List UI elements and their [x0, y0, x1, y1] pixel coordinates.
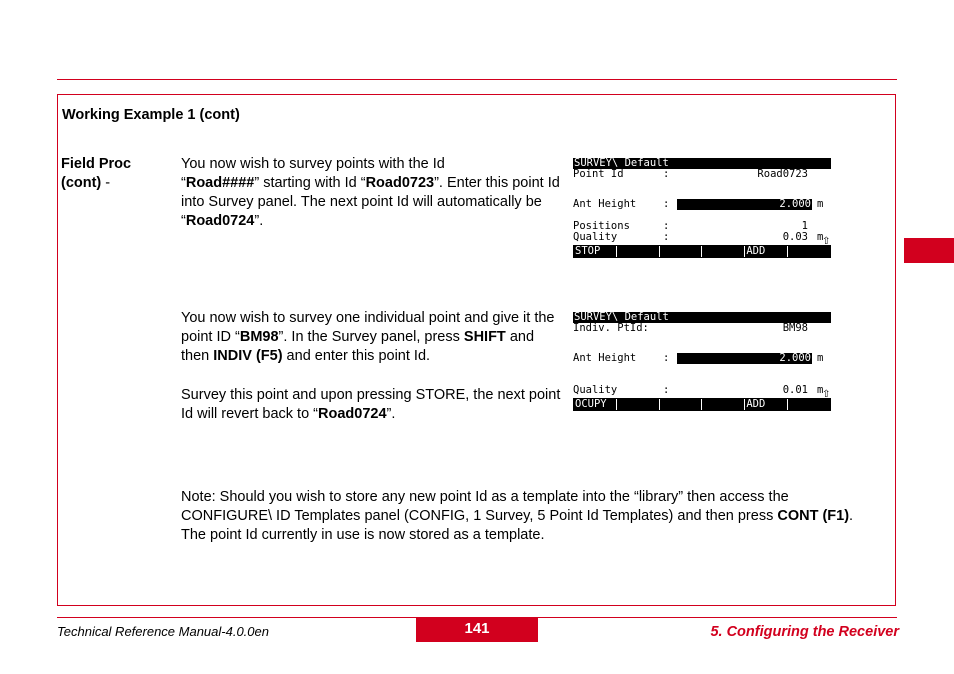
quality-label: Quality: [573, 231, 618, 243]
ant-height-row: [573, 353, 831, 364]
spacer: [573, 334, 831, 345]
note-paragraph: [181, 488, 871, 545]
spacer: [573, 364, 831, 375]
side-label-dash: -: [101, 175, 111, 191]
quality-label: Quality: [573, 384, 618, 396]
ant-height-field[interactable]: 2.000: [677, 199, 812, 210]
text: . The point Id currently in use is now stored as a template.: [181, 508, 854, 543]
screen-title: SURVEY\ Default: [573, 312, 831, 323]
colon: :: [663, 220, 670, 232]
text: Survey this point and upon pressing STORE, the next point Id will revert back to “: [181, 387, 561, 422]
paragraph-3: [181, 386, 561, 424]
indiv-ptid-label: Indiv. PtId:: [573, 322, 649, 334]
function-key-empty[interactable]: [788, 399, 830, 410]
bold-text: BM98: [239, 329, 279, 345]
text: ”.: [386, 406, 396, 422]
quality-row: [573, 384, 831, 400]
unit: m: [817, 384, 824, 396]
ant-height-field[interactable]: 2.000: [677, 353, 812, 364]
paragraph-1: [181, 155, 561, 231]
text: You now wish to survey points with the Id: [181, 156, 445, 172]
ocupy-key[interactable]: OCUPY: [574, 399, 617, 410]
section-title: Working Example 1 (cont): [62, 107, 240, 123]
point-id-value[interactable]: Road0723: [757, 168, 808, 180]
text: “: [181, 175, 186, 191]
bold-text: INDIV (F5): [213, 348, 283, 364]
unit: m: [817, 352, 824, 364]
function-key-bar: [573, 245, 831, 258]
text: ”.: [254, 213, 264, 229]
function-key-empty[interactable]: [788, 246, 830, 257]
function-key-empty[interactable]: [702, 399, 745, 410]
function-key-empty[interactable]: [617, 399, 660, 410]
indiv-ptid-value[interactable]: BM98: [782, 322, 808, 334]
paragraph-2: [181, 309, 561, 366]
stop-key[interactable]: STOP: [574, 246, 617, 257]
text: Note: Should you wish to store any new point Id as a template into the “library” then access the CONFIGURE\ ID Templates panel (CONFIG, 1 Survey, 5 Point Id Templates) and then press: [181, 489, 789, 524]
quality-value: 0.01: [782, 384, 808, 396]
function-key-empty[interactable]: [660, 399, 703, 410]
colon: :: [663, 198, 670, 210]
side-label: [61, 155, 131, 193]
screen-title: SURVEY\ Default: [573, 158, 831, 169]
shift-arrow-icon: ⇧: [822, 389, 831, 400]
point-id-label: Point Id: [573, 168, 624, 180]
side-label-line1: Field Proc: [61, 156, 132, 172]
function-key-empty[interactable]: [617, 246, 660, 257]
text: and enter this point Id.: [282, 348, 431, 364]
function-key-empty[interactable]: [660, 246, 703, 257]
side-label-line2: (cont): [61, 175, 102, 191]
bold-text: Road0724: [318, 406, 387, 422]
shift-arrow-icon: ⇧: [822, 236, 831, 247]
text: ”. In the Survey panel, press: [278, 329, 464, 345]
colon: :: [663, 231, 670, 243]
bold-text: SHIFT: [463, 329, 506, 345]
positions-value: 1: [801, 220, 808, 232]
survey-screen-2: [573, 312, 831, 411]
quality-value: 0.03: [782, 231, 808, 243]
survey-screen-1: [573, 158, 831, 258]
text: and then: [181, 329, 535, 364]
chapter-tab-marker: [904, 238, 954, 263]
colon: :: [663, 168, 670, 180]
spacer: [573, 180, 831, 191]
colon: :: [663, 352, 670, 364]
unit: m: [817, 231, 824, 243]
page-number: 141: [416, 618, 538, 642]
top-rule: [57, 79, 897, 80]
footer-manual-title: Technical Reference Manual-4.0.0en: [57, 624, 269, 639]
unit: m: [817, 198, 824, 210]
ant-height-label: Ant Height: [573, 198, 637, 210]
point-id-row: [573, 169, 831, 180]
bold-text: Road0723: [365, 175, 435, 191]
quality-row: [573, 231, 831, 247]
bold-text: CONT (F1): [777, 508, 850, 524]
function-key-empty[interactable]: [702, 246, 745, 257]
bold-text: Road####: [185, 175, 255, 191]
text: You now wish to survey one individual point and give it the point ID “: [181, 310, 555, 345]
colon: :: [663, 384, 670, 396]
text: ” starting with Id “: [254, 175, 366, 191]
function-key-bar: [573, 398, 831, 411]
add-key[interactable]: ADD: [745, 399, 788, 410]
text: ”. Enter this point Id into Survey panel. The next point Id will automatically be “: [181, 175, 560, 229]
footer-chapter-title: 5. Configuring the Receiver: [710, 624, 899, 640]
ant-height-row: [573, 199, 831, 210]
bold-text: Road0724: [185, 213, 255, 229]
ant-height-label: Ant Height: [573, 352, 637, 364]
indiv-ptid-row: [573, 323, 831, 334]
add-key[interactable]: ADD: [745, 246, 788, 257]
positions-label: Positions: [573, 220, 630, 232]
